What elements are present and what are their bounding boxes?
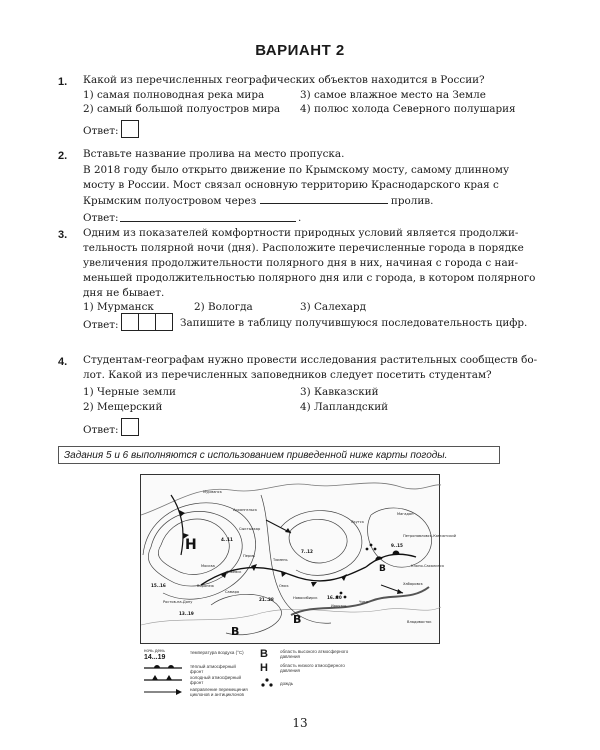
page-title: ВАРИАНТ 2 <box>255 42 345 59</box>
temperature-label: 16..20 <box>327 595 342 600</box>
question-3-option-3: 3) Салехард <box>300 301 366 313</box>
city-label: Новосибирск <box>293 596 318 600</box>
cold-front-triangle <box>179 510 185 517</box>
high-pressure-letter: В <box>231 625 240 638</box>
cold-front-icon <box>152 675 158 680</box>
question-3-option-2: 2) Вологда <box>194 301 253 313</box>
legend-cyclone-path: направление перемещения циклонов и антициклонов <box>190 687 248 697</box>
temperature-label: 4..11 <box>221 537 233 542</box>
question-4-option-2: 2) Мещерский <box>83 401 163 413</box>
cold-front-triangle <box>341 574 347 581</box>
city-label: Петропавловск-Камчатский <box>403 534 456 538</box>
northern-coastline <box>141 483 441 515</box>
question-3-line-2: тельность полярной ночи (дня). Расположите перечисленные города в порядке <box>83 242 524 254</box>
arrow-icon <box>176 689 182 695</box>
temperature-label: 7..12 <box>301 549 313 554</box>
temperature-label: 21..28 <box>259 597 274 602</box>
question-3-line-4: меньшей продолжительностью полярного дня или с города, в котором полярного <box>83 272 536 284</box>
question-4-number: 4. <box>58 356 68 368</box>
weather-map <box>140 474 456 644</box>
question-3-line-5: дня не бывает. <box>83 287 165 299</box>
question-4-line-1: Студентам-географам нужно провести исследования растительных сообществ бо- <box>83 354 538 366</box>
city-label: Хабаровск <box>403 582 423 586</box>
city-label: Омск <box>279 584 289 588</box>
temperature-label: 15..16 <box>151 583 166 588</box>
legend-temp-desc: температура воздуха (°С) <box>190 650 244 655</box>
question-4-option-3: 3) Кавказский <box>300 386 379 398</box>
city-label: Иркутск <box>331 604 347 608</box>
question-3-number: 3. <box>58 229 68 241</box>
city-label: Магадан <box>397 512 414 516</box>
question-4-answer-label: Ответ: <box>83 424 119 436</box>
question-1-option-3: 3) самое влажное место на Земле <box>300 89 486 101</box>
legend-symbols <box>144 664 186 698</box>
question-4-line-2: лот. Какой из перечисленных заповедников следует посетить студентам? <box>83 369 492 381</box>
question-1-option-4: 4) полюс холода Северного полушария <box>300 103 516 115</box>
city-label: Ижевск <box>227 570 242 574</box>
question-1-answer-label: Ответ: <box>83 125 119 137</box>
legend-warm-front: тёплый атмосферный фронт <box>190 664 236 674</box>
legend-night-day: ночь день <box>144 648 165 653</box>
question-2-line-2: мосту в России. Мост связал основную территорию Краснодарского края с <box>83 179 499 191</box>
warm-front-semicircle <box>393 551 399 554</box>
legend-high-letter: В <box>260 648 268 660</box>
question-3-answer-cell-3[interactable] <box>155 313 173 331</box>
question-1-option-2: 2) самый большой полуостров мира <box>83 103 281 115</box>
question-4-answer-box[interactable] <box>121 418 139 436</box>
temperature-label: 9..15 <box>391 543 403 548</box>
question-2-answer-dot: . <box>298 212 302 224</box>
page-number: 13 <box>292 716 308 730</box>
low-pressure-letter: Н <box>185 537 197 553</box>
city-label: Мурманск <box>203 490 222 494</box>
city-label: Чита <box>359 600 369 604</box>
question-1-option-1: 1) самая полноводная река мира <box>83 89 265 101</box>
city-label: Самара <box>225 590 240 594</box>
question-2-lead: Вставьте название пролива на место пропуска. <box>83 148 345 160</box>
map-legend <box>140 648 440 702</box>
question-1-answer-box[interactable] <box>121 120 139 138</box>
question-3-line-1: Одним из показателей комфортности природных условий является продолжи- <box>83 227 519 239</box>
isobar <box>289 519 347 563</box>
city-label: Архангельск <box>233 508 258 512</box>
city-label: Москва <box>201 564 215 568</box>
cold-front-icon <box>166 675 172 680</box>
temperature-label: 13..19 <box>179 611 194 616</box>
question-1-number: 1. <box>58 76 68 88</box>
question-4-option-4: 4) Лапландский <box>300 401 389 413</box>
question-1-text: Какой из перечисленных географических объектов находится в России? <box>83 74 485 86</box>
legend-rain: дождь <box>280 681 294 686</box>
question-4-option-1: 1) Черные земли <box>83 386 176 398</box>
city-label: Ростов-на-Дону <box>163 600 193 604</box>
high-pressure-letter: В <box>379 564 386 574</box>
southern-border <box>141 607 441 625</box>
question-3-line-3: увеличения продолжительности полярного дня в них, начиная с города с наи- <box>83 257 519 269</box>
question-2-number: 2. <box>58 150 68 162</box>
high-pressure-letter: В <box>293 613 302 626</box>
question-3-answer-cell-2[interactable] <box>138 313 156 331</box>
strait-blank[interactable] <box>260 193 388 204</box>
question-3-answer-label: Ответ: <box>83 319 119 331</box>
question-3-answer-cell-1[interactable] <box>121 313 139 331</box>
warm-front-semicircle <box>376 557 382 561</box>
weather-map-drawing <box>141 475 456 645</box>
cold-front-triangle <box>311 582 317 587</box>
arrowhead <box>397 589 403 594</box>
question-2-line-3-end: пролив. <box>390 195 434 207</box>
question-2-line-3 <box>83 193 433 209</box>
city-label: Южно-Сахалинск <box>411 564 445 568</box>
question-2-answer-label: Ответ: <box>83 212 119 224</box>
question-3-option-1: 1) Мурманск <box>83 301 154 313</box>
legend-temp-sample: 14...19 <box>144 654 166 661</box>
city-label: Тюмень <box>273 558 288 562</box>
question-2-line-3-start: Крымским полуостровом через <box>83 195 257 207</box>
rain-icon <box>260 677 274 689</box>
city-label: Якутск <box>351 520 365 524</box>
city-label: Сыктывкар <box>239 527 261 531</box>
legend-low-desc: область низкого атмосферного давления <box>280 663 345 673</box>
isobar <box>261 495 331 623</box>
isobar <box>281 511 362 576</box>
legend-cold-front: холодный атмосферный фронт <box>190 675 242 685</box>
city-label: Владивосток <box>407 620 432 624</box>
question-3-table-prompt: Запишите в таблицу получившуюся последовательность цифр. <box>180 317 528 329</box>
legend-high-desc: область высокого атмосферного давления <box>280 649 349 659</box>
tasks-5-6-note: Задания 5 и 6 выполняются с использованием приведенной ниже карты погоды. <box>58 446 500 464</box>
legend-low-letter: Н <box>260 662 268 674</box>
city-label: Воронеж <box>197 584 214 588</box>
question-2-answer-line[interactable] <box>120 211 296 222</box>
question-2-line-1: В 2018 году было открыто движение по Крымскому мосту, самому длинному <box>83 164 510 176</box>
city-label: Пермь <box>243 554 256 558</box>
